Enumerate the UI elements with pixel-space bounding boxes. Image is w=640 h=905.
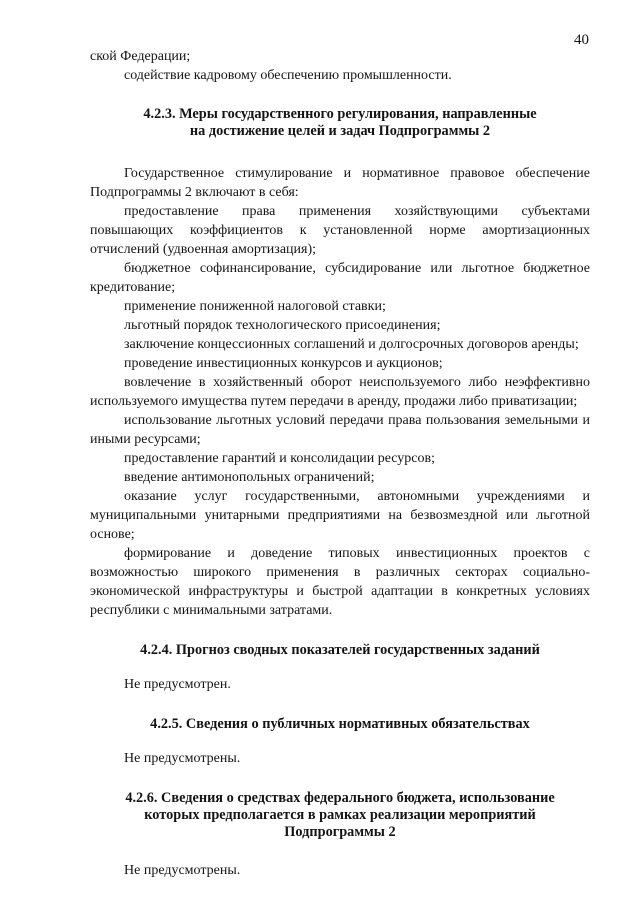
- section-4-2-4-text: Не предусмотрен.: [124, 677, 231, 692]
- heading-4-2-3: [90, 106, 590, 140]
- measure-item: использование льготных условий передачи права пользования земельными и иными ресурсами;: [90, 413, 590, 447]
- section-4-2-3-intro: Государственное стимулирование и нормативное правовое обеспечение Подпрограммы 2 включают в себя:: [90, 166, 590, 200]
- section-4-2-3-body: [90, 164, 590, 620]
- section-4-2-6-text: Не предусмотрены.: [124, 863, 241, 878]
- heading-4-2-5: 4.2.5. Сведения о публичных нормативных обязательствах: [150, 716, 530, 732]
- heading-4-2-6-line-1: 4.2.6. Сведения о средствах федерального бюджета, использование: [125, 790, 555, 806]
- measure-item: бюджетное софинансирование, субсидирование или льготное бюджетное кредитование;: [90, 261, 590, 295]
- heading-4-2-3-line-2: на достижение целей и задач Подпрограммы 2: [189, 123, 491, 139]
- heading-4-2-3-line-1: 4.2.3. Меры государственного регулирования, направленные: [143, 106, 537, 122]
- measure-item: вовлечение в хозяйственный оборот неиспользуемого либо неэффективно используемого имущества путем передачи в аренду, продажи либо приватизации;: [90, 375, 590, 409]
- measure-item: предоставление права применения хозяйствующими субъектами повышающих коэффициентов к установленной норме амортизационных отчислений (удвоенная амортизация);: [90, 204, 590, 257]
- heading-4-2-6-line-2: которых предполагается в рамках реализации мероприятий: [144, 807, 536, 823]
- measure-item: льготный порядок технологического присоединения;: [124, 318, 441, 333]
- measure-item: заключение концессионных соглашений и долгосрочных договоров аренды;: [124, 337, 579, 352]
- heading-4-2-6: [90, 790, 590, 841]
- measure-item: применение пониженной налоговой ставки;: [124, 299, 386, 314]
- heading-4-2-6-line-3: Подпрограммы 2: [284, 824, 396, 840]
- measure-item: проведение инвестиционных конкурсов и аукционов;: [124, 356, 443, 371]
- page-number: 40: [574, 32, 589, 48]
- heading-4-2-4: 4.2.4. Прогноз сводных показателей государственных заданий: [140, 642, 540, 658]
- measure-item: введение антимонопольных ограничений;: [124, 470, 375, 485]
- page-content: [90, 47, 590, 880]
- measure-item: предоставление гарантий и консолидации ресурсов;: [124, 451, 436, 466]
- intro-line-1: ской Федерации;: [90, 49, 191, 64]
- measure-item: формирование и доведение типовых инвестиционных проектов с возможностью широкого применения в различных секторах социально-экономической инфраструктуры и быстрой адаптации в конкретных условиях республики с минимальными затратами.: [90, 546, 590, 618]
- section-4-2-5-text: Не предусмотрены.: [124, 751, 241, 766]
- measure-item: оказание услуг государственными, автономными учреждениями и муниципальными унитарными предприятиями на безвозмездной или льготной основе;: [90, 489, 590, 542]
- intro-line-2: содействие кадровому обеспечению промышленности.: [124, 68, 452, 83]
